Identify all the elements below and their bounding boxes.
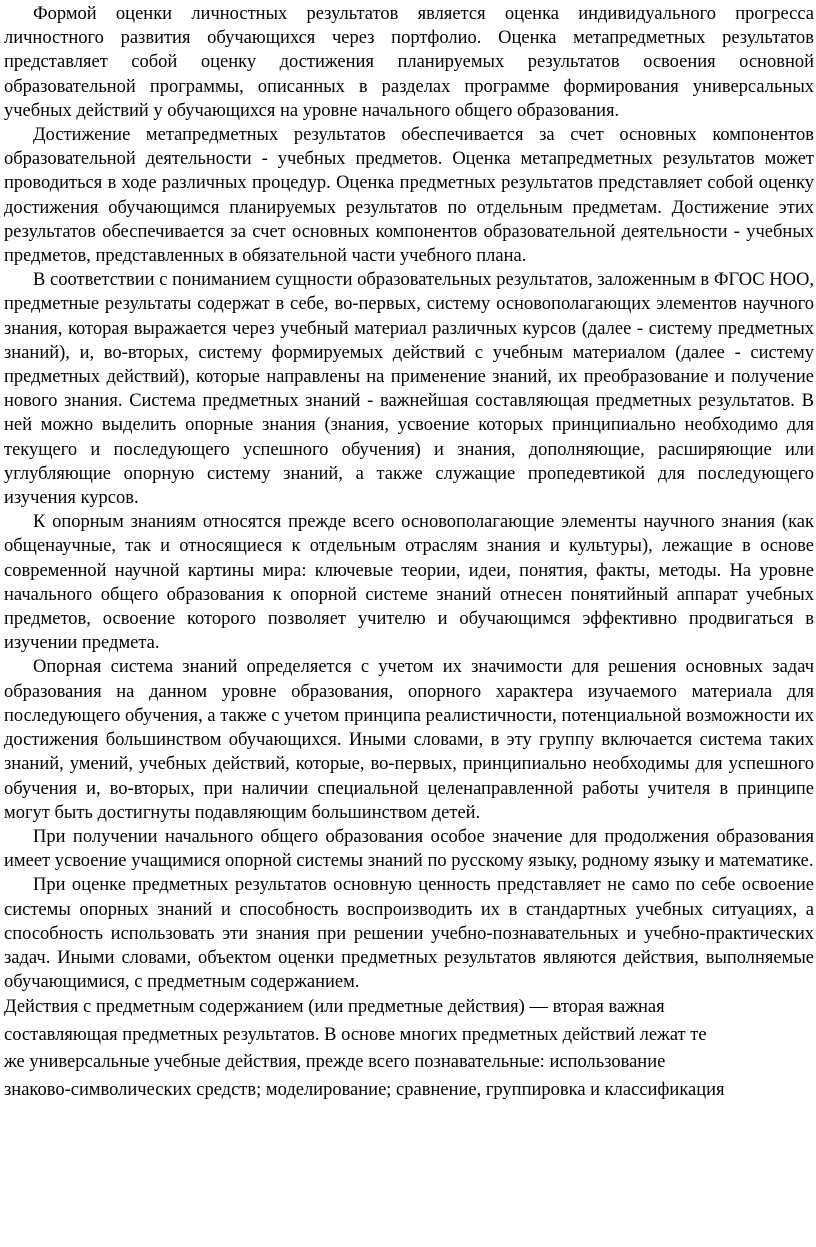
text-line: составляющая предметных результатов. В основе многих предметных действий лежат те: [4, 1024, 707, 1045]
document-page: [4, 2, 814, 1104]
paragraph-metasubject-results: Достижение метапредметных результатов обеспечивается за счет основных компонентов образовательной деятельности - учебных предметов. Оценка метапредметных результатов может проводиться в ходе различных процедур. Оценка предметных результатов представляет собой оценку достижения обучающимся планируемых результатов по отдельным предметам. Достижение этих результатов обеспечивается за счет основных компонентов образовательной деятельности - учебных предметов, представленных в обязательной части учебного плана.: [4, 125, 814, 267]
paragraph-primary-education: При получении начального общего образования особое значение для продолжения образования имеет усвоение учащимися опорной системы знаний по русскому языку, родному языку и математике.: [4, 826, 814, 872]
paragraph-personal-results: Формой оценки личностных результатов является оценка индивидуального прогресса личностного развития обучающихся через портфолио. Оценка метапредметных результатов представляет собой оценку достижения планируемых результатов освоения основной образовательной программы, описанных в разделах программе формирования универсальных учебных действий у обучающихся на уровне начального общего образования.: [4, 4, 814, 121]
paragraph-assessment-value: При оценке предметных результатов основную ценность представляет не само по себе освоение системы опорных знаний и способность воспроизводить их в стандартных учебных ситуациях, а способность использовать эти знания при решении учебно-познавательных и учебно-практических задач. Иными словами, объектом оценки предметных результатов являются действия, выполняемые обучающимися, с предметным содержанием.: [4, 875, 814, 993]
paragraph-subject-results-fgos: В соответствии с пониманием сущности образовательных результатов, заложенным в ФГОС НОО, предметные результаты содержат в себе, во-первых, систему основополагающих элементов научного знания, которая выражается через учебный материал различных курсов (далее - систему предметных знаний), и, во-вторых, систему формируемых действий с учебным материалом (далее - систему предметных действий), которые направлены на применение знаний, их преобразование и получение нового знания. Система предметных знаний - важнейшая составляющая предметных результатов. В ней можно выделить опорные знания (знания, усвоение которых принципиально необходимо для текущего и последующего успешного обучения) и знания, дополняющие, расширяющие или углубляющие опорную систему знаний, а также служащие пропедевтикой для последующего изучения курсов.: [4, 270, 814, 509]
text-line: же универсальные учебные действия, прежде всего познавательные: использование: [4, 1052, 666, 1073]
paragraph-core-knowledge: К опорным знаниям относятся прежде всего основополагающие элементы научного знания (как общенаучные, так и относящиеся к отдельным отраслям знания и культуры), лежащие в основе современной научной картины мира: ключевые теории, идеи, понятия, факты, методы. На уровне начального общего образования к опорной системе знаний отнесен понятийный аппарат учебных предметов, освоение которого позволяет учителю и обучающимся эффективно продвигаться в изучении предмета.: [4, 512, 814, 654]
paragraph-subject-actions: [4, 994, 814, 1104]
text-line: знаково-символических средств; моделирование; сравнение, группировка и классификация: [4, 1079, 725, 1100]
text-line: Действия с предметным содержанием (или предметные действия) — вторая важная: [4, 997, 665, 1018]
paragraph-core-system-definition: Опорная система знаний определяется с учетом их значимости для решения основных задач образования на данном уровне образования, опорного характера изучаемого материала для последующего обучения, а также с учетом принципа реалистичности, потенциальной возможности их достижения большинством обучающихся. Иными словами, в эту группу включается система таких знаний, умений, учебных действий, которые, во-первых, принципиально необходимы для успешного обучения и, во-вторых, при наличии специальной целенаправленной работы учителя в принципе могут быть достигнуты подавляющим большинством детей.: [4, 657, 814, 823]
